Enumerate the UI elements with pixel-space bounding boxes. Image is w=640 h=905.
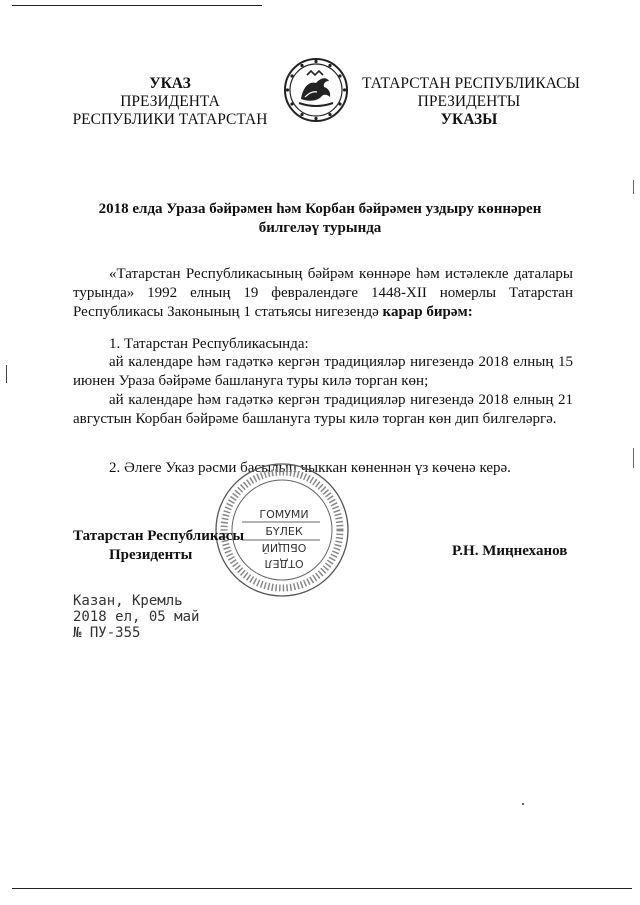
stamp-line2: БҮЛЕК (265, 525, 303, 538)
scan-mark-right (633, 180, 634, 194)
item1-sub-a: ай календаре һәм гадәткә кергән традицияләр нигезендә 2018 елның 15 июнен Ураза бәйрәме башлануга туры килә торган көн; (73, 354, 573, 389)
stamp-line1: ГОМУМИ (259, 508, 309, 521)
stamp-line3: ОБЩИЙ (261, 541, 307, 554)
signature-title (73, 527, 244, 565)
place-date (73, 593, 199, 641)
scan-edge-top (12, 5, 262, 6)
document-title (60, 200, 580, 238)
header-left-line2: ПРЕЗИДЕНТА (120, 93, 220, 110)
header-right (362, 75, 580, 129)
item1-sub-b: ай календаре һәм гадәткә кергән традицияләр нигезендә 2018 елның 21 августын Корбан бәйрәме башлануга туры килә торган көн дип билгеләргә. (73, 392, 573, 427)
place-line3: № ПУ-355 (73, 625, 141, 641)
scan-edge-bottom (12, 888, 632, 889)
scan-speck (522, 803, 524, 805)
signature-title-line2: Президенты (109, 547, 193, 563)
scan-mark-left (6, 365, 7, 383)
item2-paragraph: 2. Әлеге Указ рәсми басылып чыккан көненнән үз көченә керә. (109, 460, 511, 476)
title-line1: 2018 елда Ураза бәйрәмен һәм Корбан бәйрәмен уздыру көннәрен (98, 201, 542, 217)
header-right-line2: ПРЕЗИДЕНТЫ (417, 93, 521, 110)
signature-title-line1: Татарстан Республикасы (73, 528, 245, 544)
header-left-line3: РЕСПУБЛИКИ ТАТАРСТАН (72, 111, 268, 128)
header-left-line1: УКАЗ (149, 75, 191, 92)
place-line2: 2018 ел, 05 май (73, 609, 200, 625)
preamble-paragraph (73, 265, 573, 322)
item1-heading: 1. Татарстан Республикасында: (109, 336, 309, 352)
coat-of-arms-emblem (283, 57, 349, 123)
header-left (70, 75, 270, 129)
stamp-line4: ОТДЕЛ (264, 557, 304, 570)
place-line1: Казан, Кремль (73, 593, 183, 609)
preamble-text: «Татарстан Республикасының бәйрәм көннәре һәм истәлекле даталары турында» 1992 елның 19 февралендәге 1448-XII номерлы Татарстан Республикасы Законының 1 статьясы нигезендә (73, 266, 573, 320)
signature-name: Р.Н. Миңнеханов (452, 543, 568, 559)
scan-mark-right (633, 448, 634, 468)
preamble-emphasis: карар бирәм: (382, 304, 473, 320)
header-right-line1: ТАТАРСТАН РЕСПУБЛИКАСЫ (362, 75, 580, 92)
title-line2: билгеләү турында (258, 220, 382, 236)
header-right-line3: УКАЗЫ (440, 111, 498, 128)
